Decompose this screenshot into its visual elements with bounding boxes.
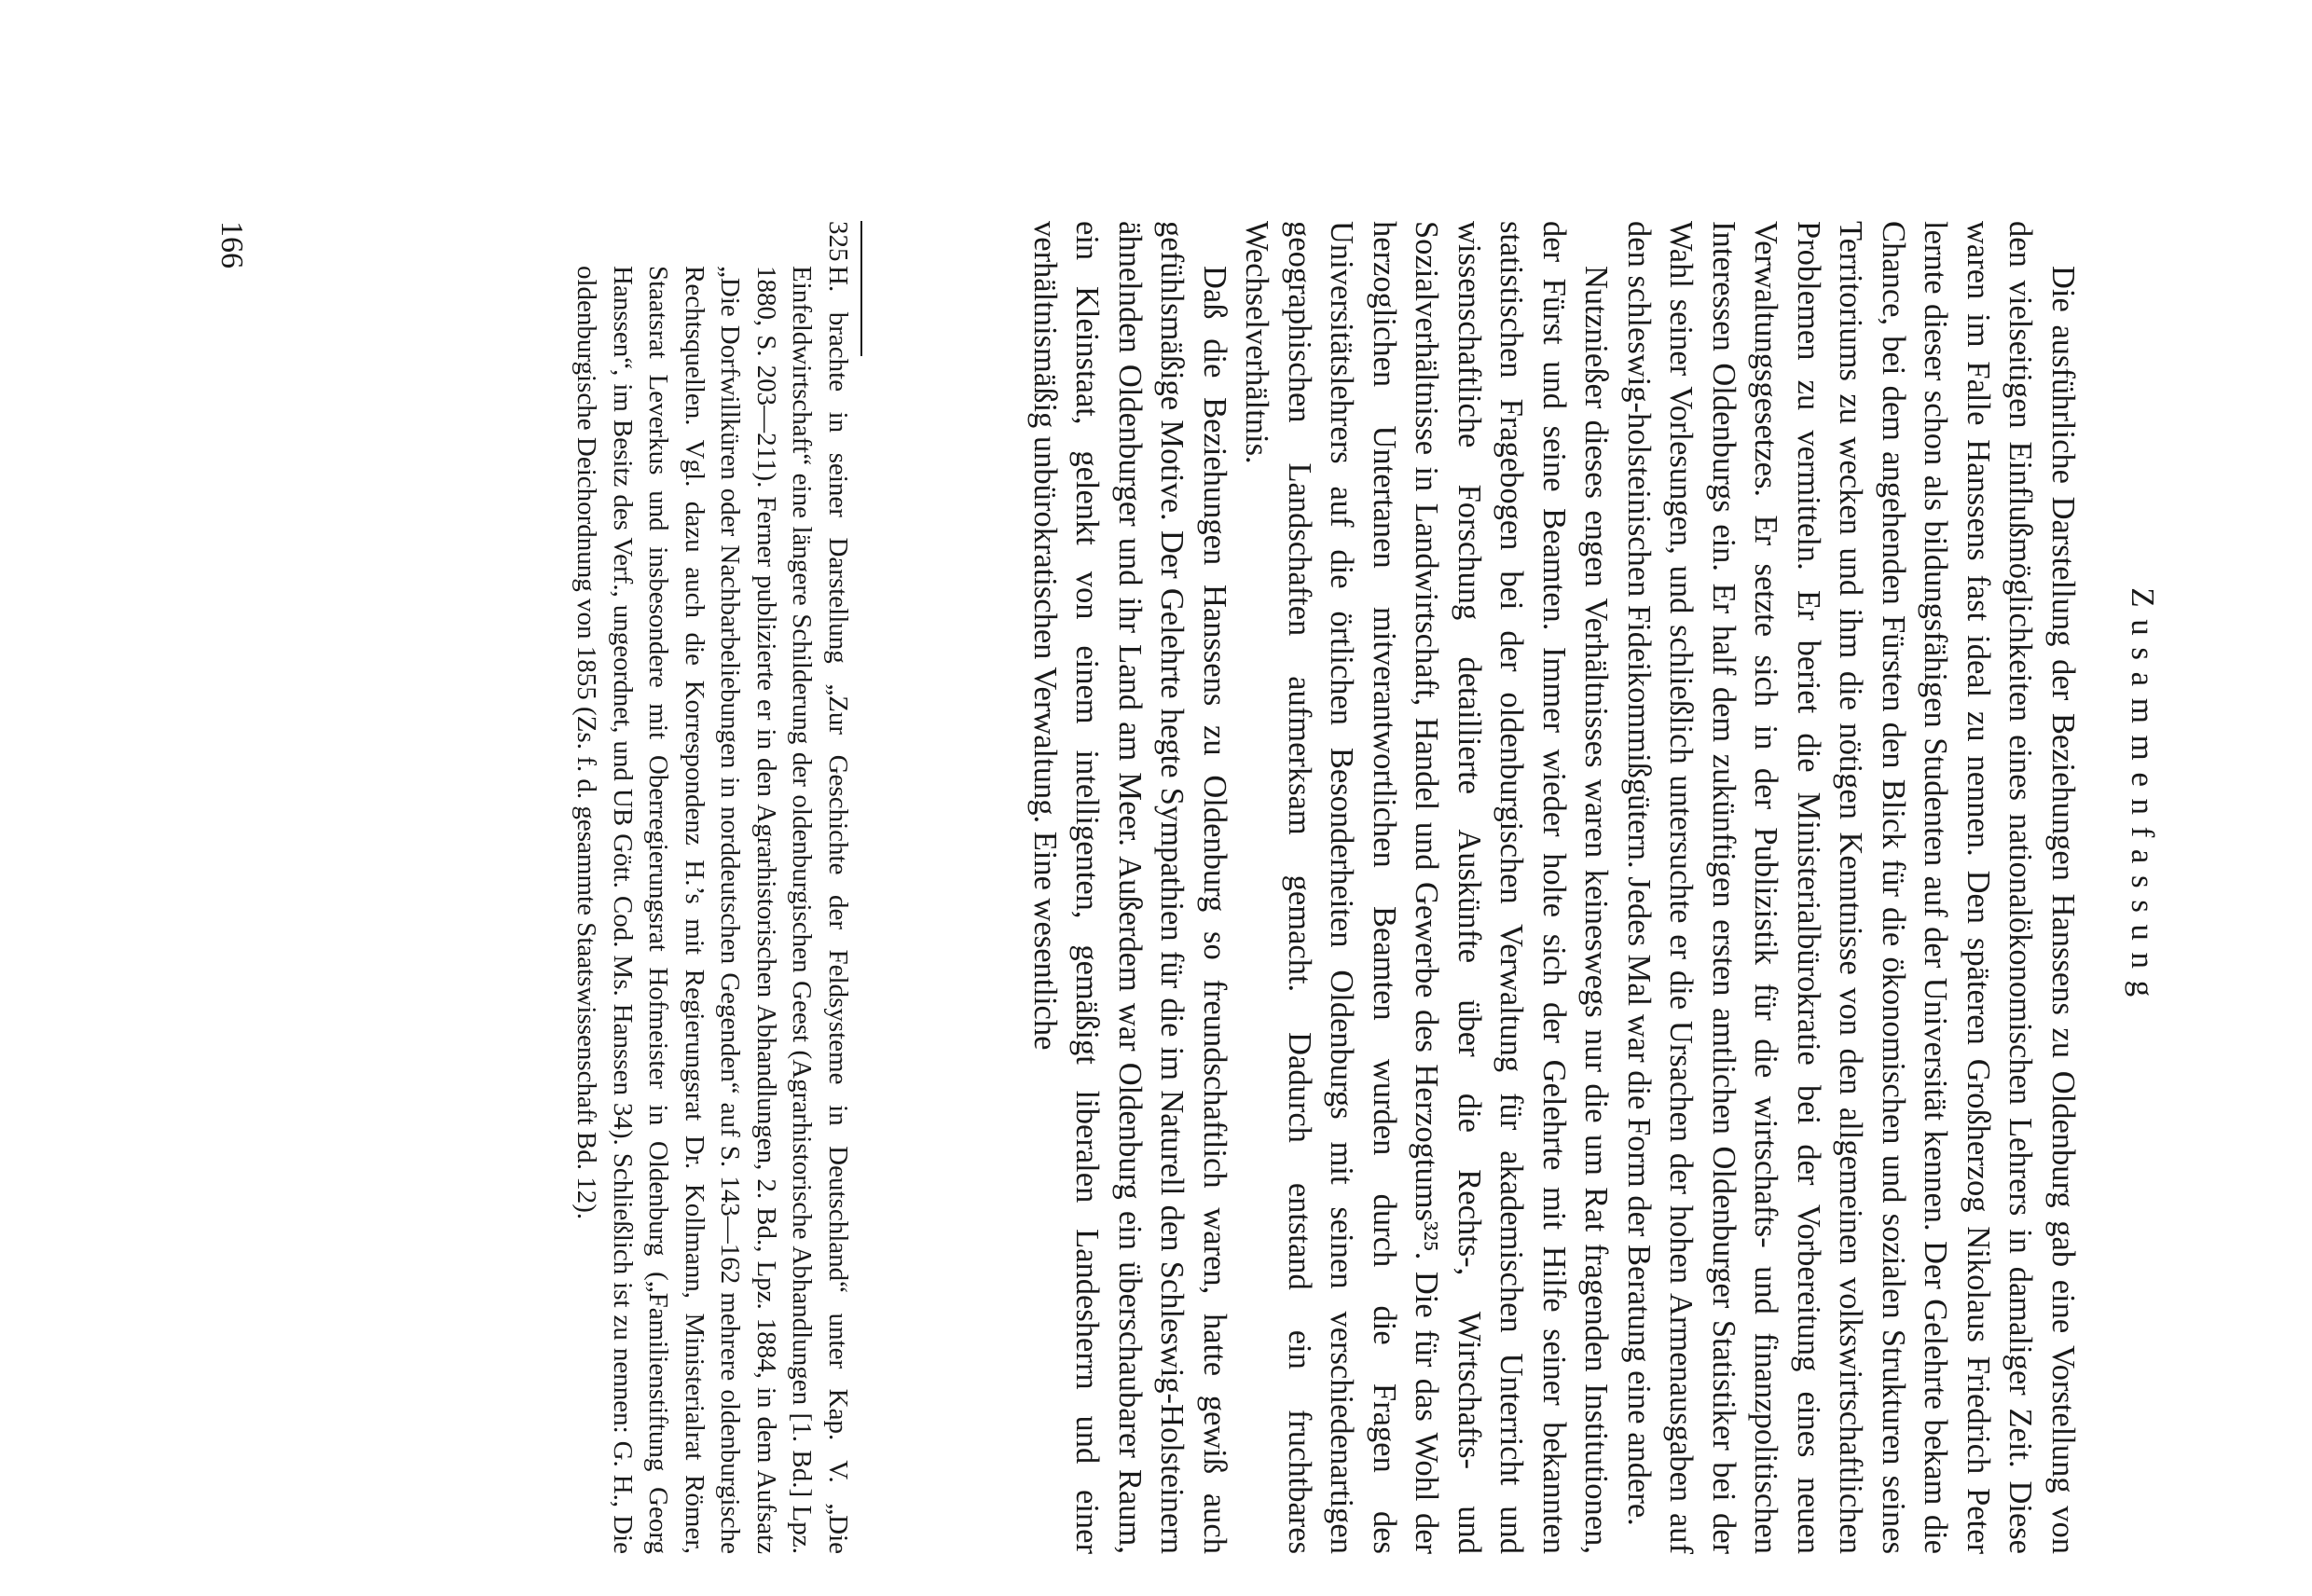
footnote-text: H. brachte in seiner Darstellung „Zur Geschichte der Feldsysteme in Deutschland“ unter Kap. V. „Die Einfeldwirtschaft“ eine längere Schilderung der oldenburgischen Geest (Agrarhistorische Abhandlungen [1. Bd.] Lpz. 1880, S. 203—211). Ferner publizierte er in den Agrarhistorischen Abhandlungen, 2. Bd., Lpz. 1884, in dem Aufsatz „Die Dorfwillküren oder Nachbarbeliebungen in norddeutschen Gegenden“ auf S. 143—162 mehrere oldenburgische Rechtsquellen. Vgl. dazu auch die Korrespondenz H.’s mit Regierungsrat Dr. Kollmann, Ministerialrat Römer, Staatsrat Leverkus und insbesondere mit Oberregierungsrat Hofmeister in Oldenburg („Familienstiftung Georg Hanssen“, im Besitz des Verf., ungeordnet, und UB Gött. Cod. Ms. Hanssen 34). Schließlich ist zu nennen: G. H., Die oldenburgische Deichordnung von 1855 (Zs. f. d. gesammte Staatswissenschaft Bd. 12).	[571, 266, 853, 1554]
footnote-number: 325	[823, 221, 853, 262]
body-text	[1024, 221, 2085, 1554]
footnote-divider	[860, 221, 862, 356]
paragraph-2: Nutznießer dieses engen Verhältnisses waren keineswegs nur die um Rat fragenden Institutionen, der Fürst und seine Beamten. Immer wieder holte sich der Gelehrte mit Hilfe seiner bekannten statistischen Fragebogen bei der oldenburgischen Verwaltung für akademischen Unterricht und wissenschaftliche Forschung detaillierte Auskünfte über die Rechts-, Wirtschafts- und Sozialverhältnisse in Landwirtschaft, Handel und Gewerbe des Herzogtums³²⁵. Die für das Wohl der herzoglichen Untertanen mitverantwortlichen Beamten wurden durch die Fragen des Universitätslehrers auf die örtlichen Besonderheiten Oldenburgs mit seinen verschiedenartigen geographischen Landschaften aufmerksam gemacht. Dadurch entstand ein fruchtbares Wechselverhältnis.	[1239, 221, 1615, 1554]
paragraph-3: Daß die Beziehungen Hanssens zu Oldenburg so freundschaftlich waren, hatte gewiß auch gefühlsmäßige Motive. Der Gelehrte hegte Sympathien für die im Naturell den Schleswig-Holsteinern ähnelnden Oldenburger und ihr Land am Meer. Außerdem war Oldenburg ein überschaubarer Raum, ein Kleinstaat, gelenkt von einem intelligenten, gemäßigt liberalen Landesherrn und einer verhältnismäßig unbürokratischen Verwaltung. Eine wesentliche	[1027, 221, 1232, 1554]
chapter-heading: Zusammenfassung	[2125, 587, 2161, 1009]
page-number: 166	[214, 221, 249, 268]
footnote	[569, 221, 856, 1554]
paragraph-1: Die ausführliche Darstellung der Beziehungen Hanssens zu Oldenburg gab eine Vorstellung von den vielseitigen Einflußmöglichkeiten eines nationalökonomischen Lehrers in damaliger Zeit. Diese waren im Falle Hanssens fast ideal zu nennen. Den späteren Großherzog Nikolaus Friedrich Peter lernte dieser schon als bildungsfähigen Studenten auf der Universität kennen. Der Gelehrte bekam die Chance, bei dem angehenden Fürsten den Blick für die ökonomischen und sozialen Strukturen seines Territoriums zu wecken und ihm die nötigen Kenntnisse von den allgemeinen volkswirtschaftlichen Problemen zu vermitteln. Er beriet die Ministerialbürokratie bei der Vorbereitung eines neuen Verwaltungsgesetzes. Er setzte sich in der Publizistik für die wirtschafts- und finanzpolitischen Interessen Oldenburgs ein. Er half dem zukünftigen ersten amtlichen Oldenburger Statistiker bei der Wahl seiner Vorlesungen, und schließlich untersuchte er die Ursachen der hohen Armenausgaben auf den schleswig-holsteinischen Fideikommißgütern. Jedes Mal war die Form der Beratung eine andere.	[1621, 221, 2081, 1554]
